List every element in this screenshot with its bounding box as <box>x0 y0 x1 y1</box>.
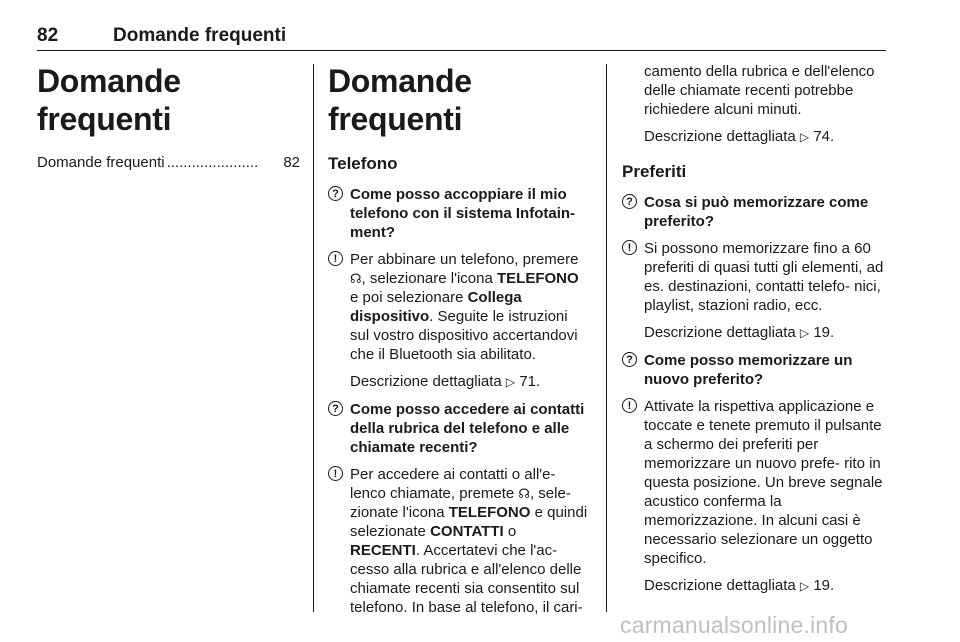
header-rule <box>37 50 886 51</box>
cross-reference[interactable] <box>622 576 888 596</box>
column-divider-2 <box>606 64 607 612</box>
toc-leader-dots: ...................... <box>166 154 259 171</box>
answer-item <box>328 250 590 364</box>
reference-page: 19. <box>809 324 835 341</box>
cross-reference[interactable] <box>622 127 888 147</box>
question-icon: ? <box>328 401 343 416</box>
toc-column <box>37 62 300 173</box>
answer-icon: ! <box>328 251 343 266</box>
answer-text: , sele- zionate l'icona <box>350 485 571 521</box>
toc-page: 82 <box>283 154 300 171</box>
answer-icon: ! <box>622 240 637 255</box>
question-text: Come posso memorizzare un nuovo preferito? <box>644 352 853 388</box>
answer-text: Si possono memorizzare fino a 60 preferiti di quasi tutti gli elementi, ad es. destinazioni, contatti telefo- nici, playlist, stazioni radio, ecc. <box>644 240 884 314</box>
question-icon: ? <box>328 186 343 201</box>
section-heading: Domande frequenti <box>328 63 472 137</box>
question-item <box>622 193 888 231</box>
reference-label: Descrizione dettagliata <box>644 324 800 341</box>
answer-bold: Collega dispositivo <box>350 289 522 325</box>
question-text: Come posso accedere ai contatti della rubrica del telefono e alle chiamate recenti? <box>350 401 585 456</box>
reference-label: Descrizione dettagliata <box>350 373 506 390</box>
question-icon: ? <box>622 194 637 209</box>
answer-bold: RECENTI <box>350 542 416 559</box>
answer-text: e quindi selezionate <box>350 504 588 540</box>
answer-bold: CONTATTI <box>430 523 504 540</box>
chapter-heading: Domande frequenti <box>37 63 181 137</box>
answer-icon: ! <box>328 466 343 481</box>
answer-text: Attivate la rispettiva applicazione e toccate e tenete premuto il pulsante a schermo dei preferiti per memorizzare un nuovo prefe- rito in questa posizione. Un breve segnale acustico conferma la memorizzazione. In alcuni casi è necessario selezionare un oggetto specifico. <box>644 398 883 567</box>
page-arrow-icon: ▷ <box>799 130 810 144</box>
cross-reference[interactable] <box>622 323 888 343</box>
reference-page: 19. <box>809 577 835 594</box>
reference-label: Descrizione dettagliata <box>644 577 800 594</box>
answer-text: . Accertatevi che l'ac- cesso alla rubrica e all'elenco delle chiamate recenti sia consentito sul telefono. In base al telefono, il cari- <box>350 542 583 616</box>
subsection-telefono: Telefono <box>328 154 398 173</box>
question-item <box>328 400 590 457</box>
answer-continuation: camento della rubrica e dell'elenco delle chiamate recenti potrebbe richiedere alcuni minuti. <box>644 63 875 118</box>
watermark: carmanualsonline.info <box>620 612 848 638</box>
subsection-preferiti: Preferiti <box>622 162 687 181</box>
question-text: Come posso accoppiare il mio telefono con il sistema Infotain- ment? <box>350 186 576 241</box>
question-item <box>328 185 590 242</box>
faq-column-2 <box>622 62 888 604</box>
answer-text: , selezionare l'icona <box>361 270 497 287</box>
question-item <box>622 351 888 389</box>
faq-column-1 <box>328 62 590 625</box>
answer-item <box>622 239 888 315</box>
answer-text: o <box>503 523 517 540</box>
answer-bold: TELEFONO <box>497 270 579 287</box>
toc-entry[interactable] <box>37 153 300 173</box>
page-number: 82 <box>37 25 59 46</box>
page-arrow-icon: ▷ <box>505 375 516 389</box>
answer-text: Per accedere ai contatti o all'e- lenco chiamate, premete <box>350 466 556 502</box>
reference-page: 71. <box>515 373 541 390</box>
reference-label: Descrizione dettagliata <box>644 128 800 145</box>
phone-key-icon: ☊ <box>350 271 362 286</box>
question-icon: ? <box>622 352 637 367</box>
page-arrow-icon: ▷ <box>799 326 810 340</box>
running-header-title: Domande frequenti <box>113 25 287 46</box>
answer-item <box>622 397 888 568</box>
answer-text: Per abbinare un telefono, premere <box>350 251 579 268</box>
answer-text: e poi selezionare <box>350 289 468 306</box>
cross-reference[interactable] <box>328 372 590 392</box>
answer-bold: TELEFONO <box>448 504 531 521</box>
answer-icon: ! <box>622 398 637 413</box>
toc-label: Domande frequenti <box>37 154 165 171</box>
answer-item <box>328 465 590 617</box>
question-text: Cosa si può memorizzare come preferito? <box>644 194 869 230</box>
phone-key-icon: ☊ <box>518 486 530 501</box>
answer-text: . Seguite le istruzioni sul vostro dispositivo accertandovi che il Bluetooth sia abilitato. <box>350 308 578 363</box>
column-divider-1 <box>313 64 314 612</box>
page-arrow-icon: ▷ <box>799 579 810 593</box>
reference-page: 74. <box>809 128 835 145</box>
